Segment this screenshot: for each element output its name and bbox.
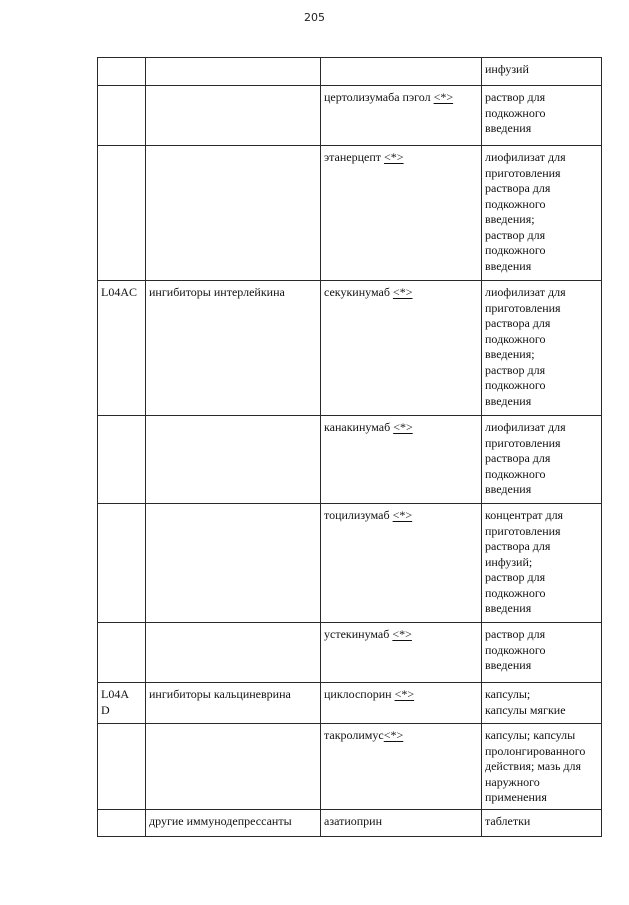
atc-code-cell (98, 623, 146, 683)
footnote-mark: <*> (433, 90, 454, 104)
dosage-form-cell: инфузий (482, 58, 602, 86)
pharm-group-cell (146, 86, 321, 146)
footnote-mark: <*> (392, 508, 413, 522)
atc-code-cell (98, 86, 146, 146)
drug-name: канакинумаб (324, 420, 394, 434)
drug-name: такролимус (324, 728, 384, 742)
footnote-mark: <*> (394, 687, 415, 701)
pharm-group-cell: ингибиторы кальциневрина (146, 683, 321, 724)
drug-name-cell (321, 623, 482, 683)
atc-code-cell: L04A D (98, 683, 146, 724)
table-row (98, 86, 602, 146)
atc-code-cell (98, 416, 146, 504)
drug-name-cell (321, 683, 482, 724)
pharm-group-cell (146, 724, 321, 810)
drug-name: цертолизумаба пэгол (324, 90, 434, 104)
footnote-mark: <*> (392, 285, 413, 299)
drug-name-cell (321, 504, 482, 623)
footnote-mark: <*> (383, 728, 404, 742)
drug-name: азатиоприн (324, 814, 383, 828)
pharm-group-cell (146, 504, 321, 623)
dosage-form-cell: лиофилизат для приготовления раствора для подкожного введения (482, 416, 602, 504)
table-row (98, 58, 602, 86)
table-row (98, 504, 602, 623)
dosage-form-cell: лиофилизат для приготовления раствора для подкожного введения; раствор для подкожного введения (482, 146, 602, 281)
footnote-mark: <*> (384, 150, 404, 164)
footnote-mark: <*> (392, 627, 412, 641)
drug-name-cell (321, 146, 482, 281)
drug-name: секукинумаб (324, 285, 393, 299)
drug-name-cell (321, 810, 482, 837)
drug-name-cell (321, 58, 482, 86)
table-row (98, 281, 602, 416)
drug-name: циклоспорин (324, 687, 395, 701)
footnote-mark: <*> (393, 420, 413, 434)
pharm-group-cell (146, 146, 321, 281)
pharm-group-cell: другие иммунодепрессанты (146, 810, 321, 837)
table-row (98, 146, 602, 281)
table-row (98, 724, 602, 810)
table-row (98, 416, 602, 504)
pharm-group-cell (146, 58, 321, 86)
pharm-group-cell (146, 416, 321, 504)
drug-name-cell (321, 416, 482, 504)
atc-code-cell (98, 58, 146, 86)
dosage-form-cell: капсулы; капсулы пролонгированного действия; мазь для наружного применения (482, 724, 602, 810)
pharm-group-cell (146, 623, 321, 683)
drug-table (97, 57, 602, 837)
drug-name-cell (321, 86, 482, 146)
drug-name-cell (321, 281, 482, 416)
table-row (98, 810, 602, 837)
dosage-form-cell: таблетки (482, 810, 602, 837)
atc-code-cell (98, 146, 146, 281)
atc-code-cell (98, 810, 146, 837)
page-number: 205 (304, 11, 325, 24)
drug-name-cell (321, 724, 482, 810)
dosage-form-cell: лиофилизат для приготовления раствора для подкожного введения; раствор для подкожного введения (482, 281, 602, 416)
drug-name: устекинумаб (324, 627, 393, 641)
drug-table-body (98, 58, 602, 837)
dosage-form-cell: раствор для подкожного введения (482, 623, 602, 683)
table-row (98, 683, 602, 724)
dosage-form-cell: раствор для подкожного введения (482, 86, 602, 146)
drug-name: тоцилизумаб (324, 508, 393, 522)
pharm-group-cell: ингибиторы интерлейкина (146, 281, 321, 416)
dosage-form-cell: концентрат для приготовления раствора для инфузий; раствор для подкожного введения (482, 504, 602, 623)
atc-code-cell (98, 724, 146, 810)
dosage-form-cell: капсулы; капсулы мягкие (482, 683, 602, 724)
atc-code-cell: L04AC (98, 281, 146, 416)
drug-name: этанерцепт (324, 150, 385, 164)
atc-code-cell (98, 504, 146, 623)
table-row (98, 623, 602, 683)
